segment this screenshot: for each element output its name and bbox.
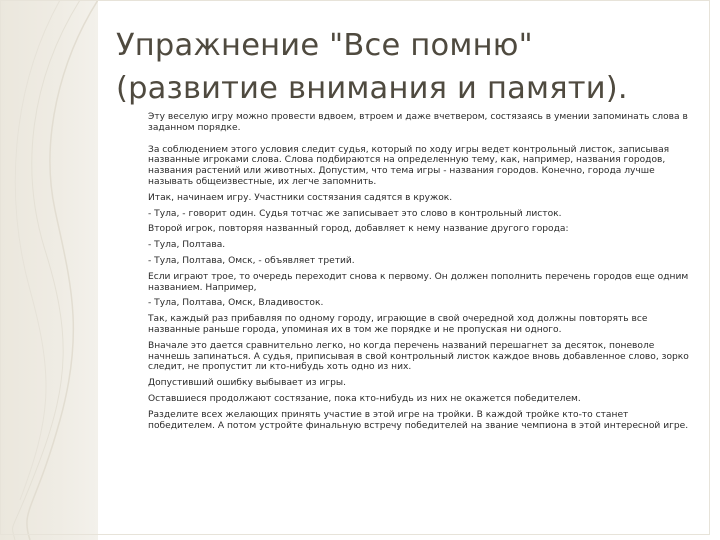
list-item: [128, 256, 698, 267]
list-item: [128, 240, 698, 251]
list-item: [128, 224, 698, 235]
list-item-text: За соблюдением этого условия следит судья, который по ходу игры ведет контрольный листок, записывая названные игроками слова. Слова подбираются на определенную тему, как, например, названия городов, названия растений или животных. Допустим, что тема игры - названия городов. Конечно, города лучше называть общеизвестные, их легче запомнить.: [148, 144, 670, 187]
list-item-text: Разделите всех желающих принять участие в этой игре на тройки. В каждой тройке кто-то станет победителем. А потом устройте финальную встречу победителей на звание чемпиона в этой интересной игре.: [148, 409, 689, 431]
list-item: [128, 378, 698, 389]
list-item: [128, 209, 698, 220]
list-item: [128, 410, 698, 432]
list-item-text: - Тула, Полтава.: [148, 240, 226, 251]
list-item: [128, 341, 698, 373]
slide-title: [116, 24, 706, 110]
list-item: [128, 272, 698, 294]
title-line-2: (развитие внимания и памяти).: [116, 71, 628, 106]
list-item: [128, 193, 698, 204]
list-item-text: Так, каждый раз прибавляя по одному городу, играющие в свой очередной ход должны повторять все названные раньше города, упоминая их в том же порядке и не пропуская ни одного.: [148, 314, 648, 335]
list-item-text: - Тула, Полтава, Омск, Владивосток.: [148, 298, 324, 309]
list-item: [128, 145, 698, 188]
list-item-text: Оставшиеся продолжают состязание, пока кто-нибудь из них не окажется победителем.: [148, 393, 581, 404]
list-item: [128, 394, 698, 405]
bullet-list: [128, 112, 698, 436]
list-item-text: - Тула, - говорит один. Судья тотчас же записывает это слово в контрольный листок.: [148, 208, 562, 219]
title-line-1: Упражнение "Все помню": [116, 28, 533, 63]
list-item-text: Вначале это дается сравнительно легко, но когда перечень названий перешагнет за десяток, поневоле начнешь запинаться. А судья, приписывая в свой контрольный листок каждое вновь добавленное слово, зорко следит, не пропустит ли кто-нибудь хоть одно из них.: [148, 340, 689, 373]
list-item: [128, 298, 698, 309]
list-item-text: Если играют трое, то очередь переходит снова к первому. Он должен пополнить перечень городов еще одним названием. Например,: [148, 271, 689, 293]
list-item: [128, 314, 698, 336]
list-item-text: Допустивший ошибку выбывает из игры.: [148, 378, 346, 389]
list-item-text: Второй игрок, повторяя названный город, добавляет к нему название другого города:: [148, 224, 569, 235]
list-item-text: Итак, начинаем игру. Участники состязания садятся в кружок.: [148, 192, 453, 203]
list-item-text: Эту веселую игру можно провести вдвоем, втроем и даже вчетвером, состязаясь в умении запоминать слова в заданном порядке.: [148, 112, 688, 133]
list-item-text: - Тула, Полтава, Омск, - объявляет третий.: [148, 255, 355, 266]
list-item: [128, 112, 698, 134]
